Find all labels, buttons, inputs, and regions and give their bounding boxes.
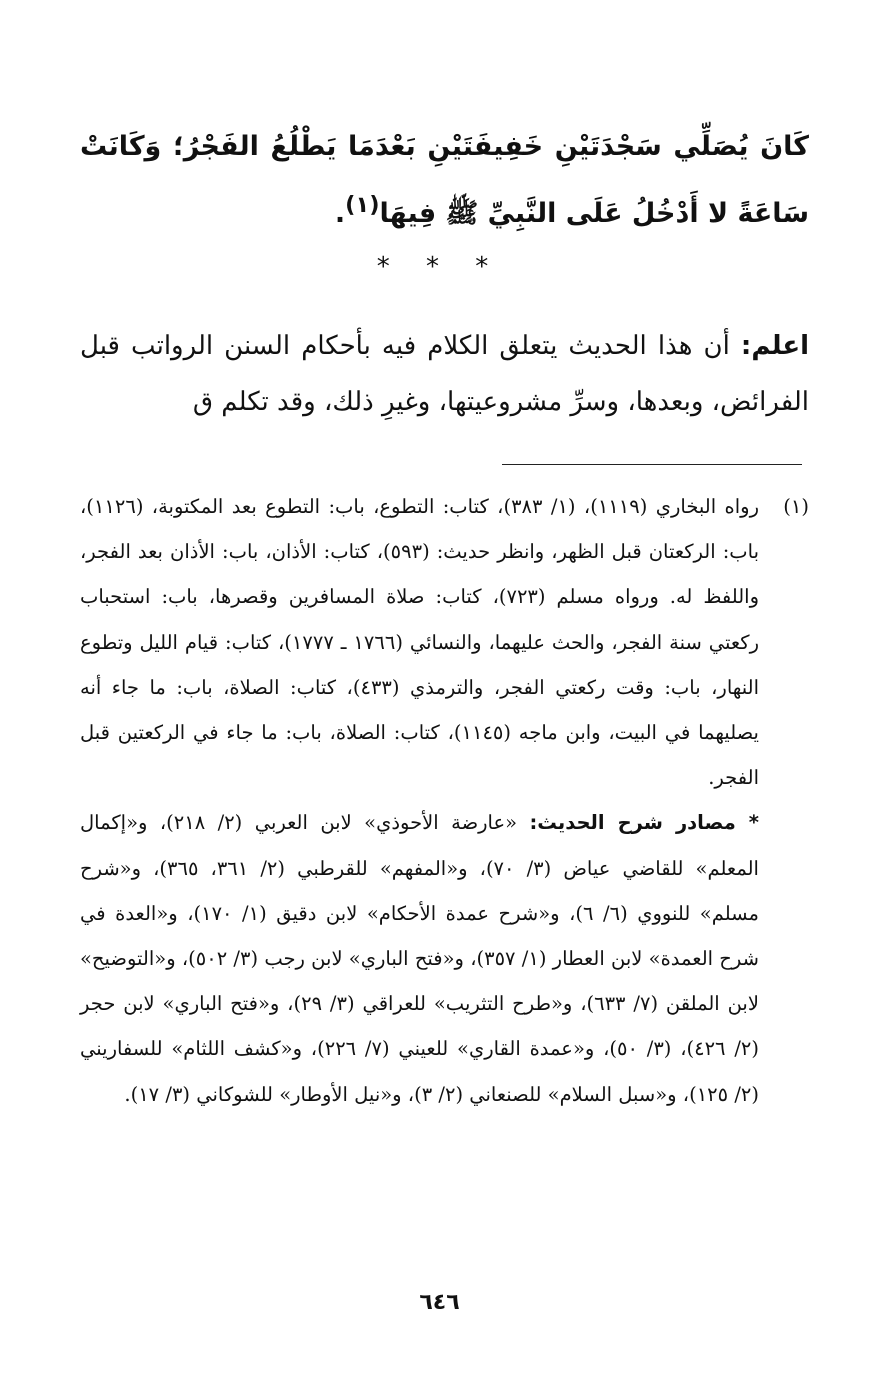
footnote-divider [502,464,802,465]
hadith-body: كَانَ يُصَلِّي سَجْدَتَيْنِ خَفِيفَتَيْنِ بَعْدَمَا يَطْلُعُ الفَجْرُ؛ وَكَانَتْ سَاعَةً لا أَدْخُلُ عَلَى النَّبِيِّ ﷺ فِيهَا [80,131,809,229]
hadith-sources [80,800,759,1116]
commentary-text: أن هذا الحديث يتعلق الكلام فيه بأحكام السنن الرواتب قبل الفرائض، وبعدها، وسرِّ مشروعيتها، وغيرِ ذلك، وقد تكلم ق [80,331,809,417]
footnote-marker: (١) [345,192,380,218]
footnotes-section [80,484,809,1117]
hadith-text [80,118,809,243]
hadith-end: . [334,198,346,229]
footnote-text: رواه البخاري (١١١٩)، (١/ ٣٨٣)، كتاب: التطوع، باب: التطوع بعد المكتوبة، (١١٢٦)، باب: الركعتان قبل الظهر، وانظر حديث: (٥٩٣)، كتاب: الأذان، باب: الأذان بعد الفجر، واللفظ له. ورواه مسلم (٧٢٣)، كتاب: صلاة المسافرين وقصرها، باب: استحباب ركعتي سنة الفجر، والحث عليهما، والنسائي (١٧٦٦ ـ ١٧٧٧)، كتاب: قيام الليل وتطوع النهار، باب: وقت ركعتي الفجر، والترمذي (٤٣٣)، كتاب: الصلاة، باب: ما جاء أنه يصليهما في البيت، وابن ماجه (١١٤٥)، كتاب: الصلاة، باب: ما جاء في الركعتين قبل الفجر. [80,495,759,790]
commentary-paragraph [80,318,809,430]
footnote-number: (١) [783,495,809,518]
section-separator: * * * [376,252,503,282]
page-number: ٦٤٦ [419,1290,460,1315]
footnote-item [80,484,809,800]
sources-lead: * مصادر شرح الحديث: [529,811,759,835]
commentary-lead: اعلم: [740,331,809,361]
sources-text: «عارضة الأحوذي» لابن العربي (٢/ ٢١٨)، و«إكمال المعلم» للقاضي عياض (٣/ ٧٠)، و«المفهم» للقرطبي (٢/ ٣٦١، ٣٦٥)، و«شرح مسلم» للنووي (٦/ ٦)، و«شرح عمدة الأحكام» لابن دقيق (١/ ١٧٠)، و«العدة في شرح العمدة» لابن العطار (١/ ٣٥٧)، و«فتح الباري» لابن رجب (٣/ ٥٠٢)، و«التوضيح» لابن الملقن (٧/ ٦٣٣)، و«طرح التثريب» للعراقي (٣/ ٢٩)، و«فتح الباري» لابن حجر (٢/ ٤٢٦)، (٣/ ٥٠)، و«عمدة القاري» للعيني (٧/ ٢٢٦)، و«كشف اللثام» للسفاريني (٢/ ١٢٥)، و«سبل السلام» للصنعاني (٢/ ٣)، و«نيل الأوطار» للشوكاني (٣/ ١٧). [80,811,759,1106]
